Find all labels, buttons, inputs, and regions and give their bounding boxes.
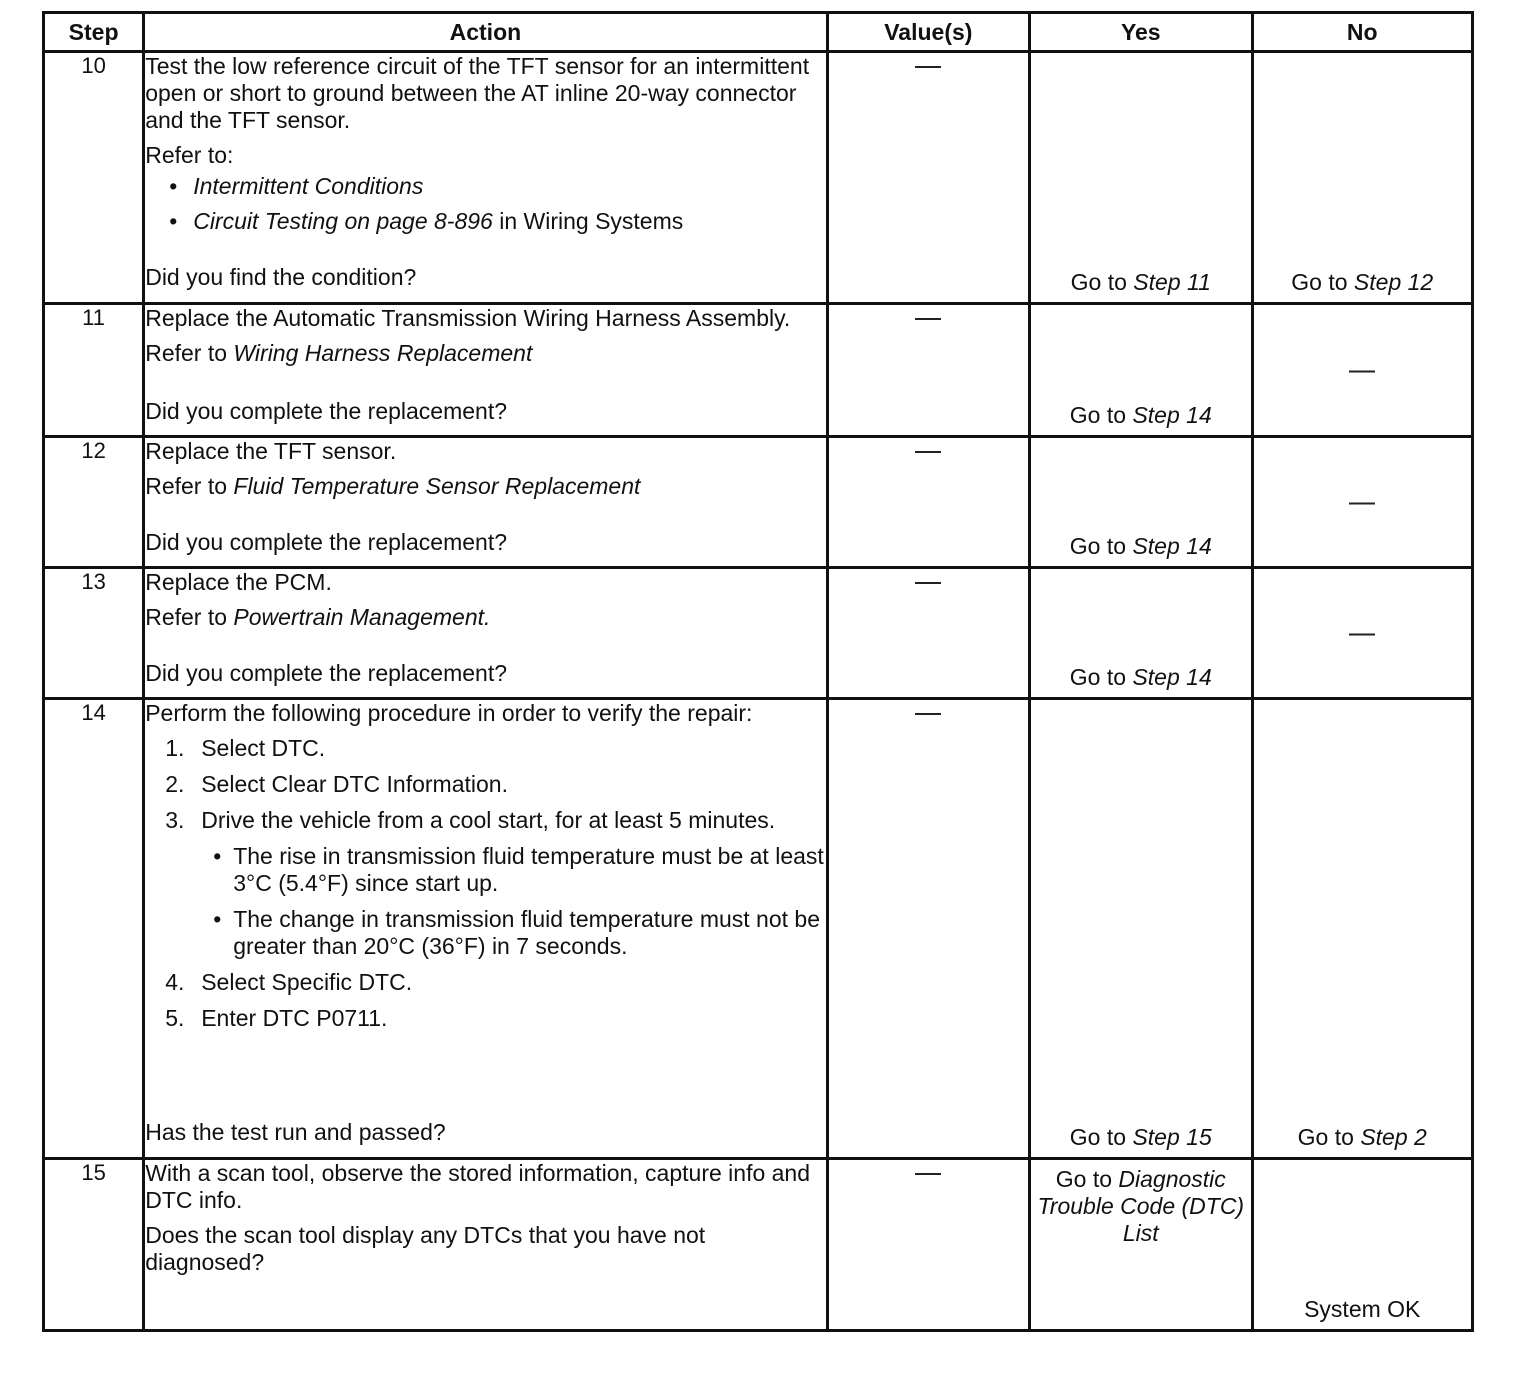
refer-text: Refer to Fluid Temperature Sensor Replacement: [145, 473, 641, 499]
diagnostic-table: [42, 11, 1474, 1332]
step-number: 10: [44, 52, 144, 304]
reference-link[interactable]: Wiring Harness Replacement: [233, 340, 533, 366]
goto-link[interactable]: Go to Step 14: [1069, 402, 1212, 428]
goto-link[interactable]: Go to Step 12: [1291, 269, 1434, 295]
reference-link[interactable]: Fluid Temperature Sensor Replacement: [233, 473, 641, 499]
dash: [915, 53, 941, 78]
no-cell: [1252, 699, 1473, 1159]
question-text: Did you find the condition?: [145, 264, 417, 290]
goto-link[interactable]: Go to Step 14: [1069, 664, 1212, 690]
step-number: 13: [44, 568, 144, 699]
dash: [915, 569, 941, 594]
list-item: 3. Drive the vehicle from a cool start, for at least 5 minutes. • The rise in transmission fluid temperature must be at least 3°C (5.4°F) since start up. • The change in transmission fluid temperature must not be greater than 20°C (36°F) in 7 seconds.: [165, 807, 825, 960]
yes-cell: [1030, 304, 1252, 437]
reference-list: [145, 173, 825, 235]
table-row-step-11: [44, 304, 1473, 437]
goto-link[interactable]: Go to Step 2: [1297, 1124, 1427, 1150]
question-text: Did you complete the replacement?: [145, 529, 508, 555]
yes-cell: [1030, 699, 1252, 1159]
list-item: [167, 173, 825, 200]
yes-cell: [1030, 52, 1252, 304]
dash: [1254, 620, 1472, 647]
dash: [915, 700, 941, 725]
step-number: 11: [44, 304, 144, 437]
value-cell: [827, 52, 1029, 304]
yes-cell: [1030, 437, 1252, 568]
action-cell: [144, 304, 827, 437]
no-cell: [1252, 437, 1473, 568]
reference-suffix: in Wiring Systems: [492, 208, 684, 234]
step-number: 15: [44, 1159, 144, 1331]
table-row-step-14: [44, 699, 1473, 1159]
list-item: 1. Select DTC.: [165, 735, 326, 761]
reference-link[interactable]: Intermittent Conditions: [193, 173, 424, 199]
header-yes: Yes: [1030, 13, 1252, 52]
reference-link[interactable]: Circuit Testing on page 8-896: [193, 208, 493, 234]
yes-cell: [1030, 568, 1252, 699]
dash: [1254, 489, 1472, 516]
refer-label: Refer to:: [145, 142, 234, 168]
yes-cell: [1030, 1159, 1252, 1331]
list-item: 5. Enter DTC P0711.: [165, 1005, 388, 1031]
table-row-step-15: [44, 1159, 1473, 1331]
list-item: 2. Select Clear DTC Information.: [165, 771, 508, 797]
goto-link[interactable]: Go to Diagnostic Trouble Code (DTC) List: [1037, 1166, 1245, 1246]
action-text: Perform the following procedure in order to verify the repair:: [145, 700, 753, 726]
list-item: • The change in transmission fluid temperature must not be greater than 20°C (36°F) in 7 seconds.: [201, 906, 825, 960]
header-step: Step: [44, 13, 144, 52]
dash: [1254, 357, 1472, 384]
sub-list: [201, 843, 825, 960]
step-number: 14: [44, 699, 144, 1159]
list-item: • The rise in transmission fluid temperature must be at least 3°C (5.4°F) since start up.: [201, 843, 825, 897]
header-values: Value(s): [827, 13, 1029, 52]
list-item: 4. Select Specific DTC.: [165, 969, 413, 995]
action-cell: [144, 52, 827, 304]
value-cell: [827, 568, 1029, 699]
procedure-list: [145, 735, 825, 1032]
question-text: Does the scan tool display any DTCs that you have not diagnosed?: [145, 1222, 706, 1275]
action-cell: [144, 699, 827, 1159]
no-cell: [1252, 304, 1473, 437]
step-number: 12: [44, 437, 144, 568]
dash: [915, 438, 941, 463]
action-text: Replace the PCM.: [145, 569, 332, 595]
question-text: Has the test run and passed?: [145, 1119, 446, 1145]
table-row-step-13: [44, 568, 1473, 699]
goto-link[interactable]: Go to Step 15: [1069, 1124, 1212, 1150]
no-cell: [1252, 1159, 1473, 1331]
goto-link[interactable]: Go to Step 14: [1069, 533, 1212, 559]
header-row: [44, 13, 1473, 52]
refer-text: Refer to Wiring Harness Replacement: [145, 340, 533, 366]
action-text: Replace the TFT sensor.: [145, 438, 397, 464]
header-no: No: [1252, 13, 1473, 52]
question-text: Did you complete the replacement?: [145, 660, 508, 686]
list-item: [167, 208, 825, 235]
action-text: With a scan tool, observe the stored information, capture info and DTC info.: [145, 1160, 811, 1213]
action-text: Replace the Automatic Transmission Wiring Harness Assembly.: [145, 305, 791, 331]
action-cell: [144, 568, 827, 699]
no-cell: [1252, 568, 1473, 699]
action-cell: [144, 437, 827, 568]
table-row-step-12: [44, 437, 1473, 568]
question-text: Did you complete the replacement?: [145, 398, 508, 424]
dash: [915, 1160, 941, 1185]
system-ok-text: System OK: [1304, 1296, 1421, 1322]
table-row-step-10: [44, 52, 1473, 304]
dash: [915, 305, 941, 330]
refer-text: Refer to Powertrain Management.: [145, 604, 491, 630]
no-cell: [1252, 52, 1473, 304]
value-cell: [827, 699, 1029, 1159]
reference-link[interactable]: Powertrain Management.: [233, 604, 491, 630]
goto-link[interactable]: Go to Step 11: [1070, 269, 1211, 295]
action-text: Test the low reference circuit of the TFT sensor for an intermittent open or short to ground between the AT inline 20-way connector and the TFT sensor.: [145, 53, 810, 133]
value-cell: [827, 437, 1029, 568]
action-cell: [144, 1159, 827, 1331]
value-cell: [827, 304, 1029, 437]
value-cell: [827, 1159, 1029, 1331]
header-action: Action: [144, 13, 827, 52]
